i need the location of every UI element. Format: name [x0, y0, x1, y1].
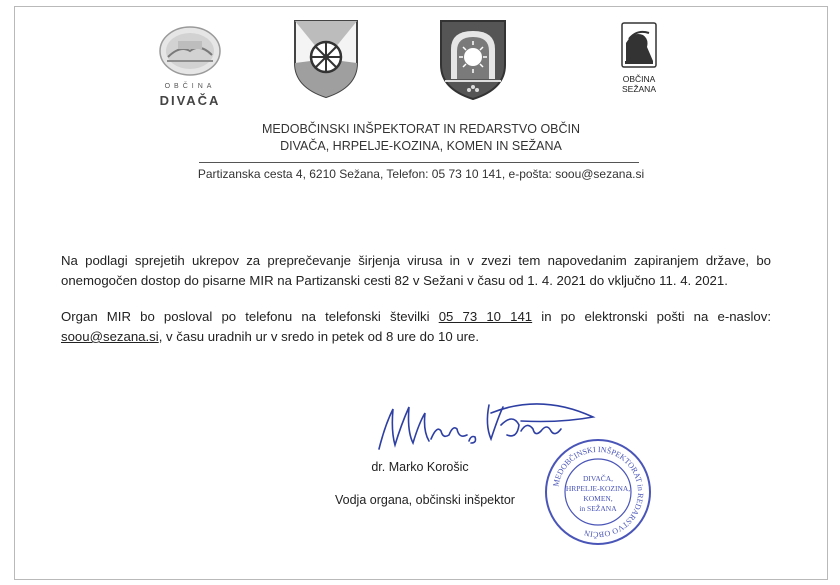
- header-divider: [199, 162, 639, 163]
- wheel-shield-emblem-icon: [293, 19, 359, 99]
- paragraph-2-part-b: in po elektronski pošti na e-naslov:: [532, 309, 771, 324]
- sezana-logo-line2: SEŽANA: [621, 84, 656, 94]
- divaca-landscape-emblem-icon: [145, 21, 235, 81]
- notice-paragraph-2: [61, 307, 771, 347]
- divaca-logo-name: DIVAČA: [159, 93, 221, 108]
- sun-arch-shield-emblem-icon: [439, 19, 507, 101]
- contact-address: Partizanska cesta 4, 6210 Sežana, Telefon: 05 73 10 141, e-pošta: soou@sezana.si: [197, 167, 645, 181]
- institution-title-line2: DIVAČA, HRPELJE-KOZINA, KOMEN IN SEŽANA: [280, 139, 562, 153]
- official-stamp: [543, 437, 653, 552]
- signer-name: dr. Marko Korošic: [371, 460, 469, 474]
- divaca-logo: [145, 21, 235, 111]
- stamp-line-2: HRPELJE-KOZINA,: [565, 484, 631, 493]
- phone-number: 05 73 10 141: [438, 309, 533, 324]
- stamp-line-1: DIVAČA,: [582, 474, 614, 483]
- institution-title: [15, 121, 827, 155]
- stamp-line-3: KOMEN,: [583, 494, 613, 503]
- sezana-emblem-icon: [609, 21, 669, 71]
- divaca-logo-small-text: OBČINA: [164, 83, 216, 90]
- hrpelje-kozina-logo: [293, 19, 359, 99]
- sezana-logo: [609, 21, 669, 101]
- sezana-logo-text: [609, 74, 669, 94]
- email-address: soou@sezana.si: [61, 329, 159, 344]
- stamp-seal-icon: [543, 437, 653, 547]
- paragraph-2-part-c: , v času uradnih ur v sredo in petek od 8 ure do 10 ure.: [158, 329, 480, 344]
- signer-role: Vodja organa, občinski inšpektor: [335, 493, 515, 507]
- document-page: [14, 6, 828, 580]
- stamp-line-4: in SEŽANA: [579, 504, 617, 513]
- institution-title-line1: MEDOBČINSKI INŠPEKTORAT IN REDARSTVO OBČIN: [261, 122, 581, 136]
- sezana-logo-line1: OBČINA: [622, 74, 656, 84]
- paragraph-2-part-a: Organ MIR bo posloval po telefonu na telefonski številki: [61, 309, 439, 324]
- stamp-ring-textpath: MEDOBČINSKI INŠPEKTORAT in REDARSTVO OBČIN: [551, 444, 646, 540]
- notice-paragraph-1: Na podlagi sprejetih ukrepov za preprečevanje širjenja virusa in v zvezi tem napovedanim zapiranjem države, bo onemogočen dostop do pisarne MIR na Partizanski cesti 82 v Sežani v času od 1. 4. 2021 do vključno 11. 4. 2021.: [61, 253, 771, 288]
- komen-logo: [439, 19, 507, 101]
